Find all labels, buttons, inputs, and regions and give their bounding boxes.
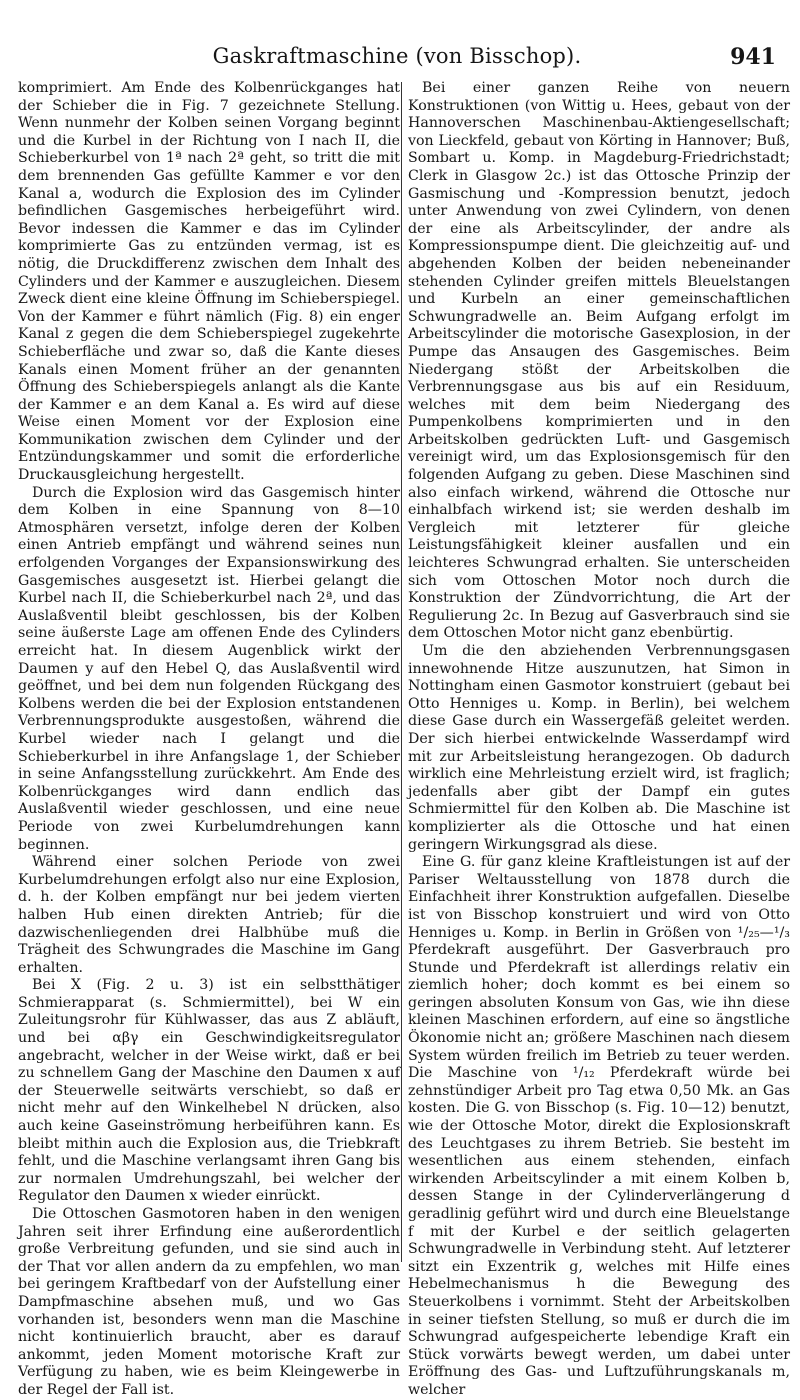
right-column [408,80,790,1400]
paragraph: Während einer solchen Periode von zwei Kurbelumdrehungen erfolgt also nur eine Explosion, d. h. der Kolben empfängt nur bei jedem vierten halben Hub einen direkten Antrieb; für die dazwischenliegenden drei Halbhübe muß die Trägheit des Schwungrades die Maschine im Gang erhalten. [18,854,400,976]
paragraph: Um die den abziehenden Verbrennungsgasen innewohnende Hitze auszunutzen, hat Simon in Nottingham einen Gasmotor konstruiert (gebaut bei Otto Henniges u. Komp. in Berlin), bei welchem diese Gase durch ein Wassergefäß geleitet werden. Der sich hierbei entwickelnde Wasserdampf wird mit zur Arbeitsleistung herangezogen. Ob dadurch wirklich eine Mehrleistung erzielt wird, ist fraglich; jedenfalls aber gibt der Dampf ein gutes Schmiermittel für den Kolben ab. Die Maschine ist komplizierter als die Ottosche und hat einen geringern Wirkungsgrad als diese. [408,643,790,853]
paragraph: komprimiert. Am Ende des Kolbenrückganges hat der Schieber die in Fig. 7 gezeichnete Stellung. Wenn nunmehr der Kolben seinen Vorgang beginnt und die Kurbel in der Richtung von I nach II, die Schieberkurbel von 1ª nach 2ª geht, so tritt die mit dem brennenden Gas gefüllte Kammer e vor den Kanal a, wodurch die Explosion des im Cylinder befindlichen Gasgemisches herbeigeführt wird. Bevor indessen die Kammer e das im Cylinder komprimierte Gas zu entzünden vermag, ist es nötig, die Druckdifferenz zwischen dem Inhalt des Cylinders und der Kammer e auszugleichen. Diesem Zweck dient eine kleine Öffnung im Schieberspiegel. Von der Kammer e führt nämlich (Fig. 8) ein enger Kanal z gegen die dem Schieberspiegel zugekehrte Schieberfläche und zwar so, daß die Kante dieses Kanals einen Moment früher an der genannten Öffnung des Schieberspiegels anlangt als die Kante der Kammer e an dem Kanal a. Es wird auf diese Weise einen Moment vor der Explosion eine Kommunikation zwischen dem Cylinder und der Entzündungskammer und somit die erforderliche Druckausgleichung hergestellt. [18,80,400,484]
running-header [18,44,776,78]
paragraph: Bei einer ganzen Reihe von neuern Konstruktionen (von Wittig u. Hees, gebaut von der Hannoverschen Maschinenbau-Aktiengesellschaft; von Lieckfeld, gebaut von Körting in Hannover; Buß, Sombart u. Komp. in Magdeburg-Friedrichstadt; Clerk in Glasgow 2c.) ist das Ottosche Prinzip der Gasmischung und -Kompression benutzt, jedoch unter Anwendung von zwei Cylindern, von denen der eine als Arbeitscylinder, der andre als Kompressionspumpe dient. Die gleichzeitig auf- und abgehenden Kolben der beiden nebeneinander stehenden Cylinder greifen mittels Bleuelstangen und Kurbeln an einer gemeinschaftlichen Schwungradwelle an. Beim Aufgang erfolgt im Arbeitscylinder die motorische Gasexplosion, in der Pumpe das Ansaugen des Gasgemisches. Beim Niedergang stößt der Arbeitskolben die Verbrennungsgase aus bis auf ein Residuum, welches mit dem beim Niedergang des Pumpenkolbens komprimierten und in den Arbeitskolben gedrückten Luft- und Gasgemisch vereinigt wird, um das Explosionsgemisch für den folgenden Aufgang zu geben. Diese Maschinen sind also einfach wirkend, während die Ottosche nur einhalbfach wirkend ist; sie werden deshalb im Vergleich mit letzterer für gleiche Leistungsfähigkeit kleiner ausfallen und ein leichteres Schwungrad erhalten. Sie unterscheiden sich vom Ottoschen Motor noch durch die Konstruktion der Zündvorrichtung, die Art der Regulierung 2c. In Bezug auf Gasverbrauch sind sie dem Ottoschen Motor nicht ganz ebenbürtig. [408,80,790,642]
page-number: 941 [730,44,776,70]
paragraph: Die Ottoschen Gasmotoren haben in den wenigen Jahren seit ihrer Erfindung eine außerordentlich große Verbreitung gefunden, und sie sind auch in der That vor allen andern da zu empfehlen, wo man bei geringem Kraftbedarf von der Aufstellung einer Dampfmaschine absehen muß, und wo Gas vorhanden ist, besonders wenn man die Maschine nicht kontinuierlich braucht, aber es darauf ankommt, jeden Moment motorische Kraft zur Verfügung zu haben, wie es beim Kleingewerbe in der Regel der Fall ist. [18,1206,400,1398]
paragraph: Durch die Explosion wird das Gasgemisch hinter dem Kolben in eine Spannung von 8—10 Atmosphären versetzt, infolge deren der Kolben einen Antrieb empfängt und während seines nun erfolgenden Vorganges der Expansionswirkung des Gasgemisches ausgesetzt ist. Hierbei gelangt die Kurbel nach II, die Schieberkurbel nach 2ª, und das Auslaßventil bleibt geschlossen, bis der Kolben seine äußerste Lage am offenen Ende des Cylinders erreicht hat. In diesem Augenblick wirkt der Daumen y auf den Hebel Q, das Auslaßventil wird geöffnet, und bei dem nun folgenden Rückgang des Kolbens werden die bei der Explosion entstandenen Verbrennungsprodukte ausgestoßen, während die Kurbel wieder nach I gelangt und die Schieberkurbel in ihre Anfangslage 1, der Schieber in seine Anfangsstellung zurückkehrt. Am Ende des Kolbenrückganges wird dann endlich das Auslaßventil wieder geschlossen, und eine neue Periode von zwei Kurbelumdrehungen kann beginnen. [18,484,400,853]
page-title: Gaskraftmaschine (von Bisschop). [212,44,582,68]
column-divider [401,82,402,1262]
paragraph: Eine G. für ganz kleine Kraftleistungen ist auf der Pariser Weltausstellung von 1878 durch die Einfachheit ihrer Konstruktion aufgefallen. Dieselbe ist von Bisschop konstruiert und wird von Otto Henniges u. Komp. in Berlin in Größen von ¹/₂₅—¹/₃ Pferdekraft ausgeführt. Der Gasverbrauch pro Stunde und Pferdekraft ist allerdings relativ ein ziemlich hoher; doch kommt es bei einem so geringen absoluten Konsum von Gas, wie ihn diese kleinen Maschinen erfordern, auf eine so ängstliche Ökonomie nicht an; größere Maschinen nach diesem System würden freilich im Betrieb zu teuer werden. Die Maschine von ¹/₁₂ Pferdekraft würde bei zehnstündiger Arbeit pro Tag etwa 0,50 Mk. an Gas kosten. Die G. von Bisschop (s. Fig. 10—12) benutzt, wie der Ottosche Motor, direkt die Explosionskraft des Leuchtgases zu ihrem Betrieb. Sie besteht im wesentlichen aus einem stehenden, einfach wirkenden Arbeitscylinder a mit einem Kolben b, dessen Stange in der Cylinderverlängerung d geradlinig geführt wird und durch eine Bleuelstange f mit der Kurbel e der seitlich gelagerten Schwungradwelle in Verbindung steht. Auf letzterer sitzt ein Exzentrik g, welches mit Hilfe eines Hebelmechanismus h die Bewegung des Steuerkolbens i vornimmt. Steht der Arbeitskolben in seiner tiefsten Stellung, so muß er durch die im Schwungrad aufgespeicherte lebendige Kraft ein Stück vorwärts bewegt werden, um dabei unter Eröffnung des Gas- und Luftzuführungskanals m, welcher [408,854,790,1398]
left-column [18,80,400,1400]
paragraph: Bei X (Fig. 2 u. 3) ist ein selbstthätiger Schmierapparat (s. Schmiermittel), bei W ein Zuleitungsrohr für Kühlwasser, das aus Z abläuft, und bei αβγ ein Geschwindigkeitsregulator angebracht, welcher in der Weise wirkt, daß er bei zu schnellem Gang der Maschine den Daumen x auf der Steuerwelle seitwärts verschiebt, so daß er nicht mehr auf den Winkelhebel N drücken, also auch keine Gaseinströmung herbeiführen kann. Es bleibt mithin auch die Explosion aus, die Triebkraft fehlt, und die Maschine verlangsamt ihren Gang bis zur normalen Umdrehungszahl, bei welcher der Regulator den Daumen x wieder einrückt. [18,977,400,1205]
